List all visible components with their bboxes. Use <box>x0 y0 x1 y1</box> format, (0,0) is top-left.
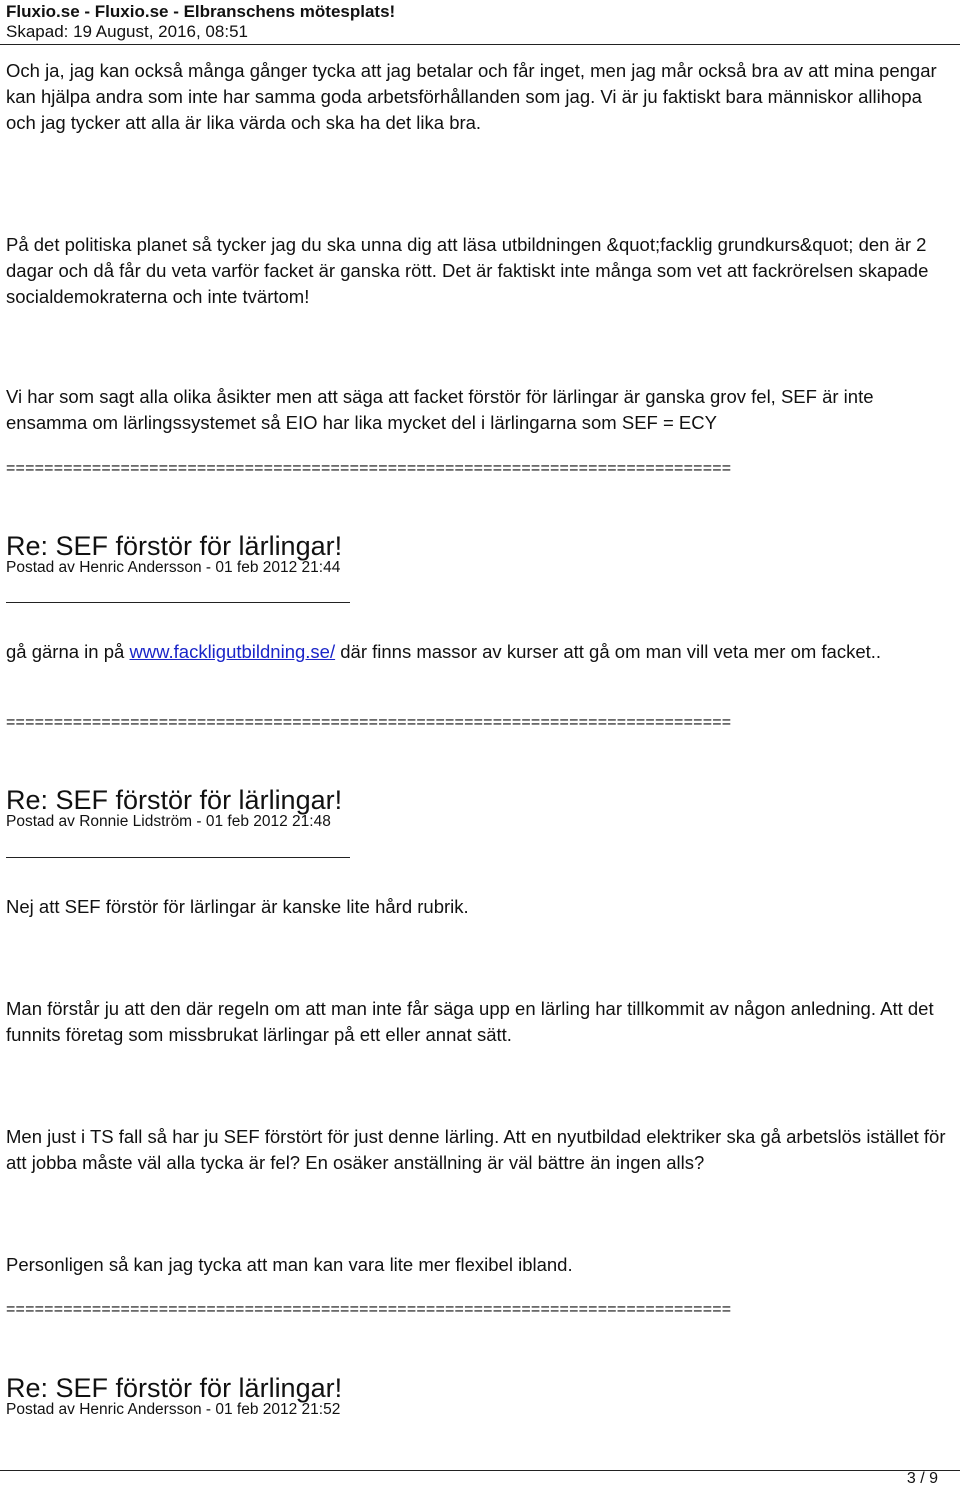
post-byline: Postad av Ronnie Lidström - 01 feb 2012 21:48 <box>6 813 331 830</box>
separator: ============================================================================ <box>6 460 732 477</box>
post-byline: Postad av Henric Andersson - 01 feb 2012 21:44 <box>6 559 341 576</box>
paragraph <box>6 639 951 665</box>
header-divider <box>0 44 960 45</box>
post-divider <box>6 857 350 858</box>
paragraph: Personligen så kan jag tycka att man kan vara lite mer flexibel ibland. <box>6 1254 573 1275</box>
post-divider <box>6 602 350 603</box>
paragraph: Vi har som sagt alla olika åsikter men att säga att facket förstör för lärlingar är ganska grov fel, SEF är inte ensamma om lärlingssystemet så EIO har lika mycket del i lärlingarna som SEF = ECY <box>6 386 879 433</box>
text: gå gärna in på <box>6 641 130 662</box>
text: där finns massor av kurser att gå om man vill veta mer om facket.. <box>335 641 882 662</box>
separator: ============================================================================ <box>6 1301 732 1318</box>
page-number: 3 / 9 <box>906 1470 938 1487</box>
site-title: Fluxio.se - Fluxio.se - Elbranschens mötesplats! <box>6 2 396 21</box>
post-title: Re: SEF förstör för lärlingar! <box>6 1373 343 1403</box>
paragraph: Man förstår ju att den där regeln om att man inte får säga upp en lärling har tillkommit av någon anledning. Att det funnits företag som missbrukat lärlingar på ett eller annat sätt. <box>6 998 939 1045</box>
paragraph: Nej att SEF förstör för lärlingar är kanske lite hård rubrik. <box>6 896 469 917</box>
post-title: Re: SEF förstör för lärlingar! <box>6 785 343 815</box>
separator: ============================================================================ <box>6 714 732 731</box>
footer-divider <box>0 1470 960 1471</box>
created-date: Skapad: 19 August, 2016, 08:51 <box>6 22 248 41</box>
post-title: Re: SEF förstör för lärlingar! <box>6 531 343 561</box>
post-byline: Postad av Henric Andersson - 01 feb 2012 21:52 <box>6 1401 341 1418</box>
fackligutbildning-link[interactable]: www.fackligutbildning.se/ <box>129 641 336 662</box>
paragraph: På det politiska planet så tycker jag du ska unna dig att läsa utbildningen &quot;facklig grundkurs&quot; den är 2 dagar och då får du veta varför facket är ganska rött. Det är faktiskt inte många som vet att fackrörelsen skapade socialdemokraterna och inte tvärtom! <box>6 234 934 307</box>
paragraph: Men just i TS fall så har ju SEF förstört för just denne lärling. Att en nyutbildad elektriker ska gå arbetslös istället för att jobba måste väl alla tycka är fel? En osäker anställning är väl bättre än ingen alls? <box>6 1126 951 1173</box>
paragraph: Och ja, jag kan också många gånger tycka att jag betalar och får inget, men jag mår också bra av att mina pengar kan hjälpa andra som inte har samma goda arbetsförhållanden som jag. Vi är ju faktiskt bara människor allihopa och jag tycker att alla är lika värda och ska ha det lika bra. <box>6 60 942 133</box>
